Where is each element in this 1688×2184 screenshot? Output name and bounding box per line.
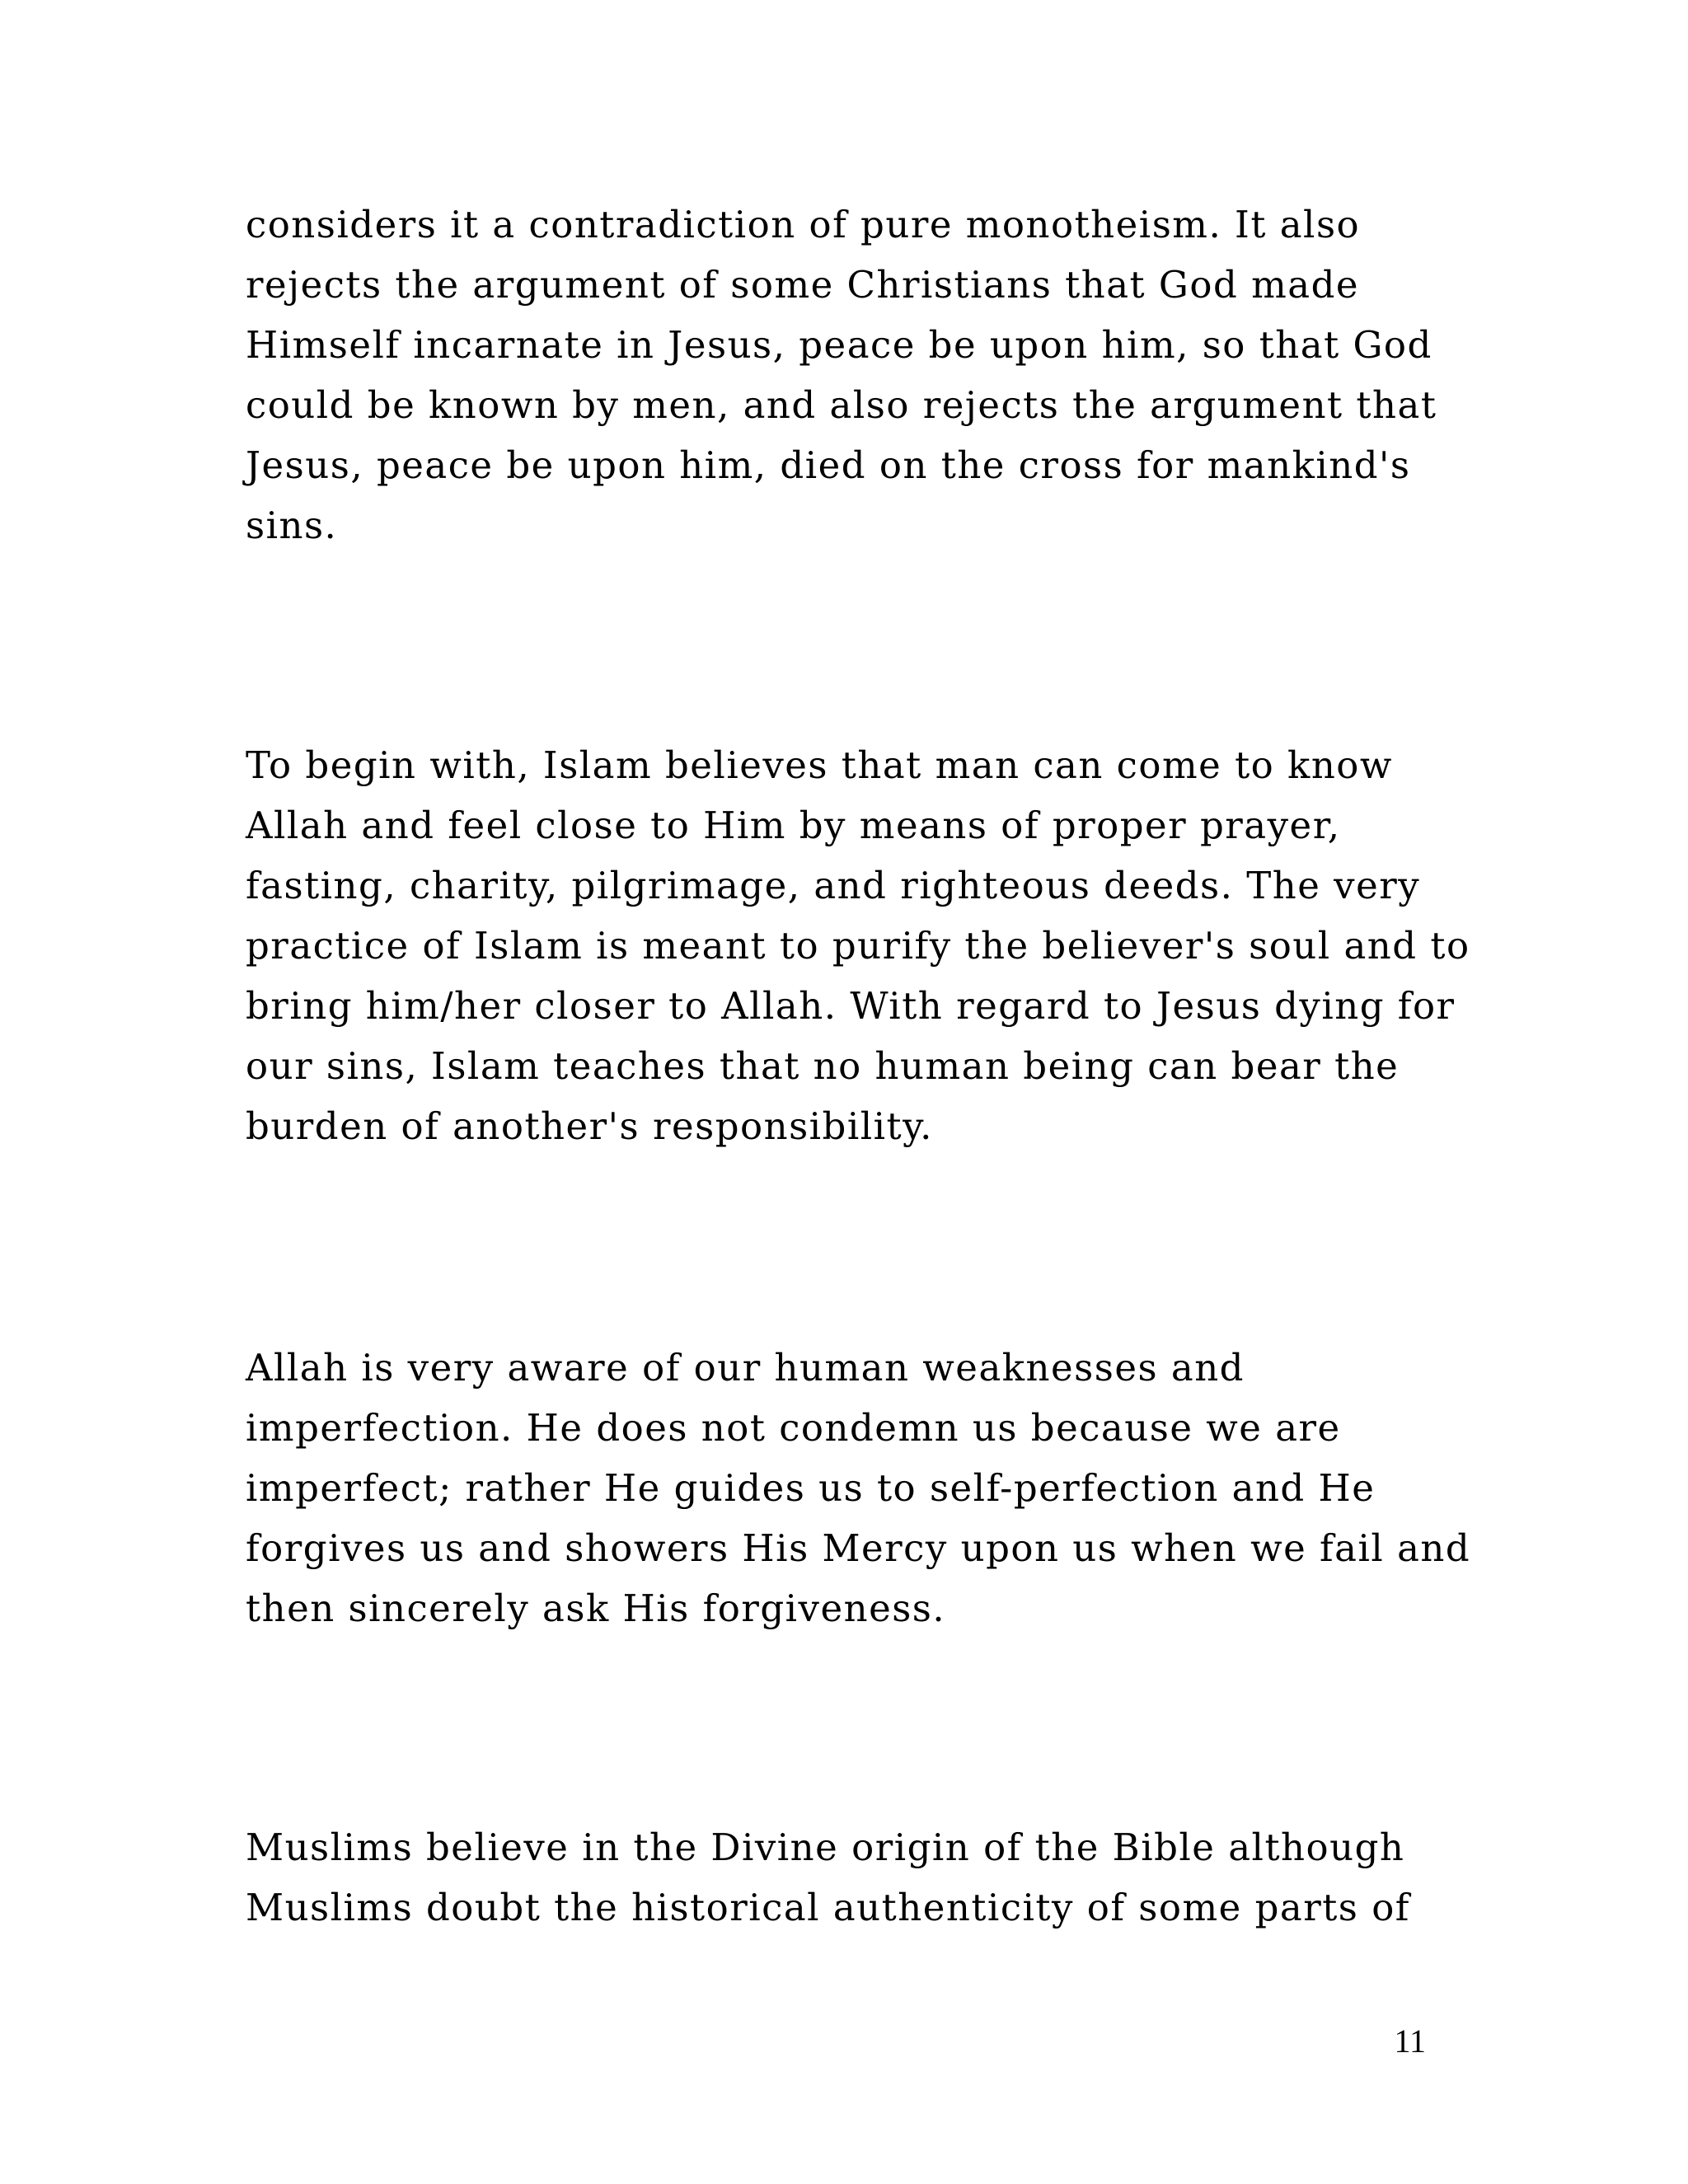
text-line: Himself incarnate in Jesus, peace be upon him, so that God [246, 323, 1432, 367]
text-line: Muslims doubt the historical authenticity of some parts of [246, 1886, 1410, 1929]
paragraph-2 [246, 735, 1470, 1156]
text-line: To begin with, Islam believes that man can come to know [246, 743, 1393, 787]
text-line: could be known by men, and also rejects the argument that [246, 383, 1437, 427]
text-line: considers it a contradiction of pure monotheism. It also [246, 203, 1361, 246]
text-line: forgives us and showers His Mercy upon us when we fail and [246, 1526, 1471, 1570]
text-line: then sincerely ask His forgiveness. [246, 1586, 946, 1630]
paragraph-3 [246, 1338, 1471, 1638]
text-line: practice of Islam is meant to purify the believer's soul and to [246, 924, 1470, 968]
text-line: sins. [246, 504, 338, 547]
paragraph-1 [246, 194, 1457, 555]
text-line: our sins, Islam teaches that no human being can bear the [246, 1044, 1400, 1088]
page-number: 11 [1394, 2022, 1426, 2060]
text-line: imperfect; rather He guides us to self-perfection and He [246, 1466, 1376, 1510]
text-line: fasting, charity, pilgrimage, and righteous deeds. The very [246, 864, 1421, 907]
text-line: bring him/her closer to Allah. With regard to Jesus dying for [246, 984, 1456, 1028]
text-line: Muslims believe in the Divine origin of the Bible although [246, 1825, 1405, 1869]
text-line: imperfection. He does not condemn us because we are [246, 1406, 1341, 1450]
text-line: Allah and feel close to Him by means of proper prayer, [246, 804, 1341, 847]
text-line: Jesus, peace be upon him, died on the cross for mankind's [246, 443, 1411, 487]
text-line: burden of another's responsibility. [246, 1104, 933, 1148]
paragraph-4 [246, 1817, 1457, 1938]
text-line: Allah is very aware of our human weaknesses and [246, 1346, 1245, 1390]
text-line: rejects the argument of some Christians that God made [246, 263, 1360, 307]
